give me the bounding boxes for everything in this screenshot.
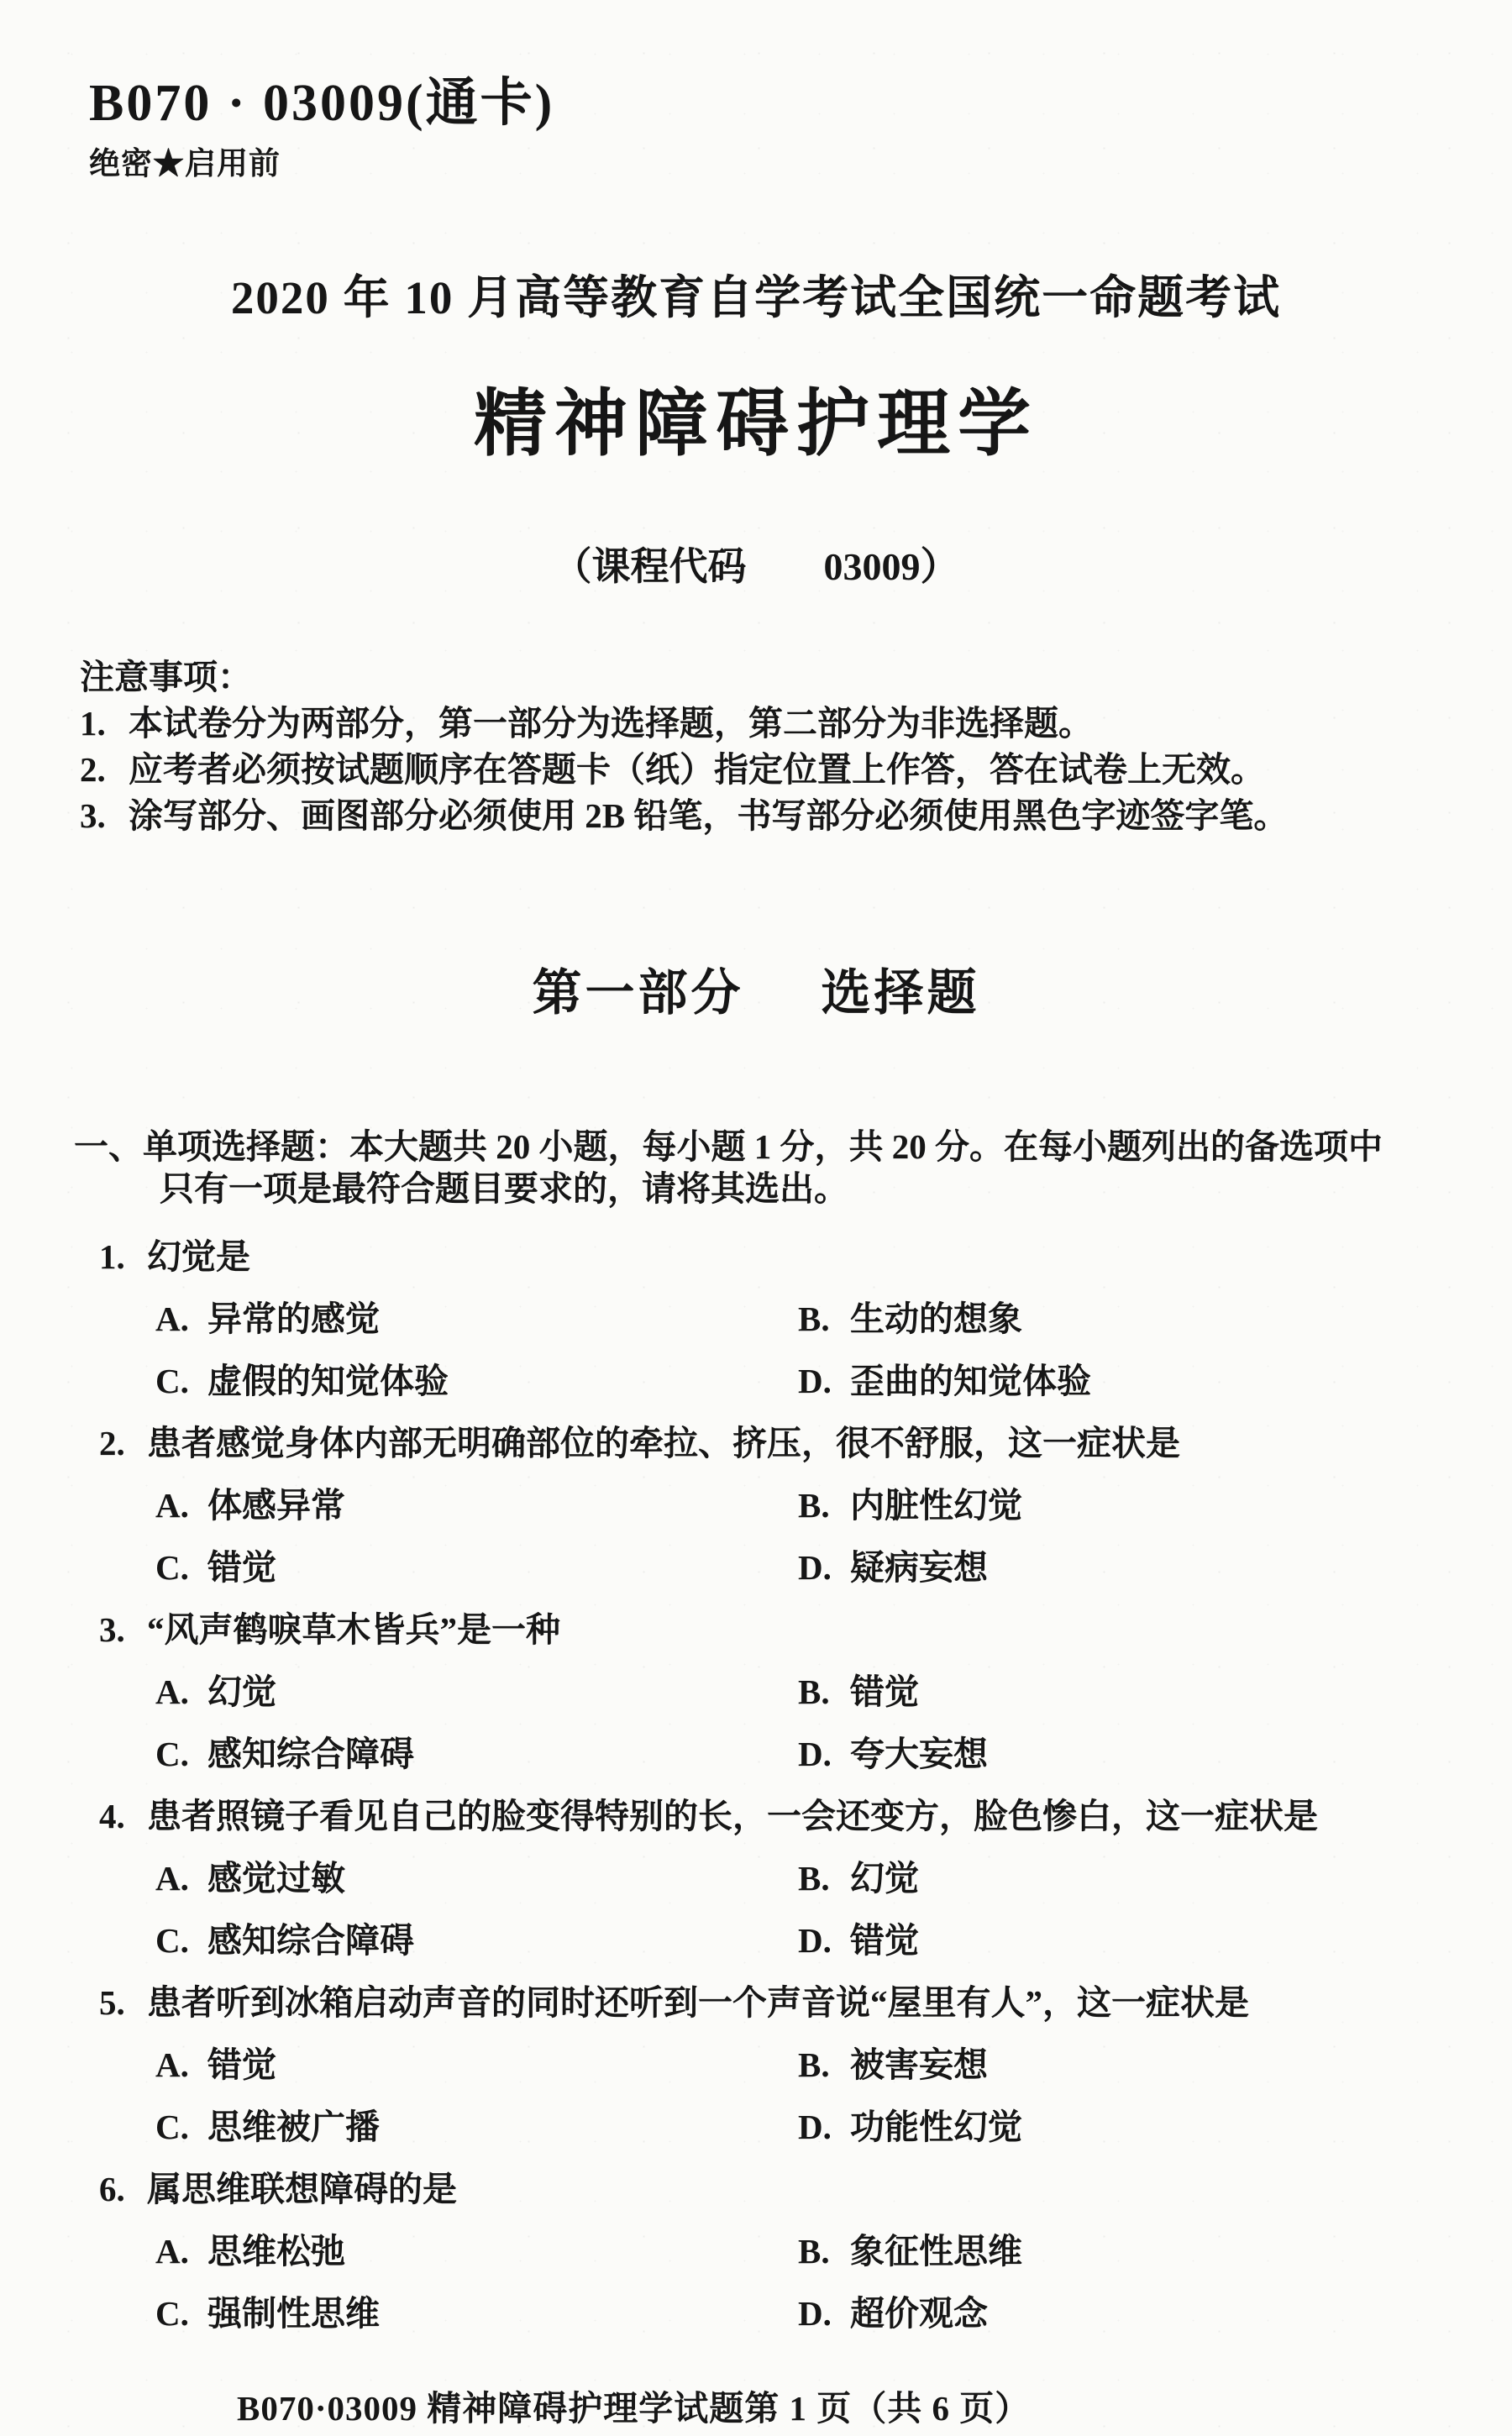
option-a <box>155 2232 345 2271</box>
option-letter: C. <box>155 2108 189 2146</box>
option-letter: A. <box>155 2232 189 2271</box>
question-2-options-cd <box>0 1536 1512 1599</box>
option-a <box>155 1299 380 1338</box>
notes-section <box>80 654 1457 839</box>
option-text: 异常的感觉 <box>207 1299 380 1338</box>
note-number: 3. <box>80 796 106 835</box>
option-c <box>155 1921 414 1960</box>
question-6-options-ab <box>0 2220 1512 2282</box>
question-number: 1. <box>99 1237 125 1276</box>
option-d <box>798 2282 988 2344</box>
option-b <box>798 1288 1022 1350</box>
instruction-text: 单项选择题：本大题共 20 小题，每小题 1 分，共 20 分。在每小题列出的备选项中 <box>143 1127 1383 1166</box>
section1-label: 一、 <box>74 1127 143 1166</box>
part1-header <box>0 953 1512 1024</box>
option-text: 错觉 <box>207 1548 276 1587</box>
option-letter: C. <box>155 2294 189 2333</box>
option-text: 疑病妄想 <box>850 1548 988 1587</box>
option-letter: A. <box>155 1672 189 1711</box>
note-number: 1. <box>80 704 106 743</box>
question-1-options-cd <box>0 1350 1512 1412</box>
option-a <box>155 2045 276 2084</box>
question-1 <box>0 1226 1512 1288</box>
question-3 <box>0 1599 1512 1661</box>
option-b <box>798 2220 1022 2282</box>
option-letter: D. <box>798 1735 832 1773</box>
option-letter: B. <box>798 2232 830 2271</box>
note-text: 应考者必须按试题顺序在答题卡（纸）指定位置上作答，答在试卷上无效。 <box>129 750 1265 789</box>
question-number: 4. <box>99 1797 125 1835</box>
note-text: 本试卷分为两部分，第一部分为选择题，第二部分为非选择题。 <box>129 704 1093 743</box>
option-letter: D. <box>798 1548 832 1587</box>
question-text: 患者照镜子看见自己的脸变得特别的长，一会还变方，脸色惨白，这一症状是 <box>147 1797 1318 1835</box>
question-3-options-cd <box>0 1723 1512 1785</box>
option-text: 超价观念 <box>850 2294 988 2333</box>
option-text: 夸大妄想 <box>850 1735 988 1773</box>
option-letter: A. <box>155 2045 189 2084</box>
option-c <box>155 1362 449 1400</box>
question-list <box>0 1226 1512 2344</box>
question-number: 5. <box>99 1983 125 2022</box>
secrecy-label: 绝密★启用前 <box>89 147 281 181</box>
option-text: 体感异常 <box>207 1486 345 1525</box>
note-text: 涂写部分、画图部分必须使用 2B 铅笔，书写部分必须使用黑色字迹签字笔。 <box>129 796 1289 835</box>
option-letter: D. <box>798 1362 832 1400</box>
option-text: 功能性幻觉 <box>850 2108 1022 2146</box>
question-number: 6. <box>99 2170 125 2208</box>
option-letter: B. <box>798 1859 830 1898</box>
question-6 <box>0 2158 1512 2220</box>
option-d <box>798 1350 1091 1412</box>
course-title: 精神障碍护理学 <box>474 383 1038 465</box>
option-c <box>155 1548 276 1587</box>
question-number: 3. <box>99 1610 125 1649</box>
option-text: 幻觉 <box>207 1672 276 1711</box>
option-text: 歪曲的知觉体验 <box>850 1362 1091 1400</box>
part1-title: 选择题 <box>821 965 980 1021</box>
option-letter: B. <box>798 2045 830 2084</box>
question-text: 患者听到冰箱启动声音的同时还听到一个声音说“屋里有人”，这一症状是 <box>147 1983 1249 2022</box>
option-letter: B. <box>798 1299 830 1338</box>
option-b <box>798 1474 1022 1536</box>
option-text: 象征性思维 <box>850 2232 1022 2271</box>
option-text: 生动的想象 <box>850 1299 1022 1338</box>
option-c <box>155 1735 414 1773</box>
section1-instructions <box>74 1126 1452 1210</box>
option-letter: D. <box>798 1921 832 1960</box>
option-d <box>798 1909 919 1971</box>
question-6-options-cd <box>0 2282 1512 2344</box>
note-number: 2. <box>80 750 106 789</box>
option-letter: A. <box>155 1859 189 1898</box>
question-5-options-cd <box>0 2096 1512 2158</box>
option-text: 错觉 <box>850 1921 919 1960</box>
page-footer: B070·03009 精神障碍护理学试题第 1 页（共 6 页） <box>237 2389 1031 2428</box>
option-text: 虚假的知觉体验 <box>207 1362 449 1400</box>
option-text: 思维松弛 <box>207 2232 345 2271</box>
option-letter: C. <box>155 1548 189 1587</box>
option-d <box>798 1536 988 1599</box>
option-a <box>155 1486 345 1525</box>
question-5-options-ab <box>0 2034 1512 2096</box>
option-letter: C. <box>155 1921 189 1960</box>
instruction-line-1 <box>74 1126 1452 1168</box>
question-3-options-ab <box>0 1661 1512 1723</box>
question-4-options-cd <box>0 1909 1512 1971</box>
note-item <box>80 793 1457 839</box>
instruction-line-2: 只有一项是最符合题目要求的，请将其选出。 <box>160 1169 848 1208</box>
option-text: 感觉过敏 <box>207 1859 345 1898</box>
option-letter: D. <box>798 2108 832 2146</box>
option-c <box>155 2294 380 2333</box>
note-item <box>80 747 1457 793</box>
question-text: 幻觉是 <box>147 1237 250 1276</box>
option-c <box>155 2108 380 2146</box>
option-text: 感知综合障碍 <box>207 1735 414 1773</box>
option-letter: C. <box>155 1735 189 1773</box>
option-b <box>798 2034 988 2096</box>
option-d <box>798 1723 988 1785</box>
option-letter: A. <box>155 1486 189 1525</box>
option-letter: C. <box>155 1362 189 1400</box>
option-text: 感知综合障碍 <box>207 1921 414 1960</box>
option-a <box>155 1859 345 1898</box>
option-letter: A. <box>155 1299 189 1338</box>
option-d <box>798 2096 1022 2158</box>
question-1-options-ab <box>0 1288 1512 1350</box>
option-b <box>798 1847 919 1909</box>
question-4-options-ab <box>0 1847 1512 1909</box>
note-item <box>80 701 1457 747</box>
part1-label: 第一部分 <box>532 965 744 1021</box>
notes-title: 注意事项： <box>80 658 252 696</box>
option-text: 强制性思维 <box>207 2294 380 2333</box>
option-text: 错觉 <box>850 1672 919 1711</box>
option-letter: B. <box>798 1672 830 1711</box>
question-4 <box>0 1785 1512 1847</box>
exam-session-title: 2020 年 10 月高等教育自学考试全国统一命题考试 <box>230 272 1282 323</box>
option-a <box>155 1672 276 1711</box>
option-b <box>798 1661 919 1723</box>
question-text: 属思维联想障碍的是 <box>147 2170 457 2208</box>
option-text: 被害妄想 <box>850 2045 988 2084</box>
option-text: 幻觉 <box>850 1859 919 1898</box>
option-letter: D. <box>798 2294 832 2333</box>
question-2 <box>0 1412 1512 1474</box>
question-number: 2. <box>99 1424 125 1462</box>
paper-code: B070 · 03009(通卡) <box>89 75 555 132</box>
course-code-line: （课程代码 03009） <box>553 545 959 588</box>
question-5 <box>0 1971 1512 2034</box>
option-text: 错觉 <box>207 2045 276 2084</box>
option-text: 内脏性幻觉 <box>850 1486 1022 1525</box>
question-text: 患者感觉身体内部无明确部位的牵拉、挤压，很不舒服，这一症状是 <box>147 1424 1180 1462</box>
option-letter: B. <box>798 1486 830 1525</box>
question-2-options-ab <box>0 1474 1512 1536</box>
option-text: 思维被广播 <box>207 2108 380 2146</box>
question-text: “风声鹤唳草木皆兵”是一种 <box>147 1610 560 1649</box>
